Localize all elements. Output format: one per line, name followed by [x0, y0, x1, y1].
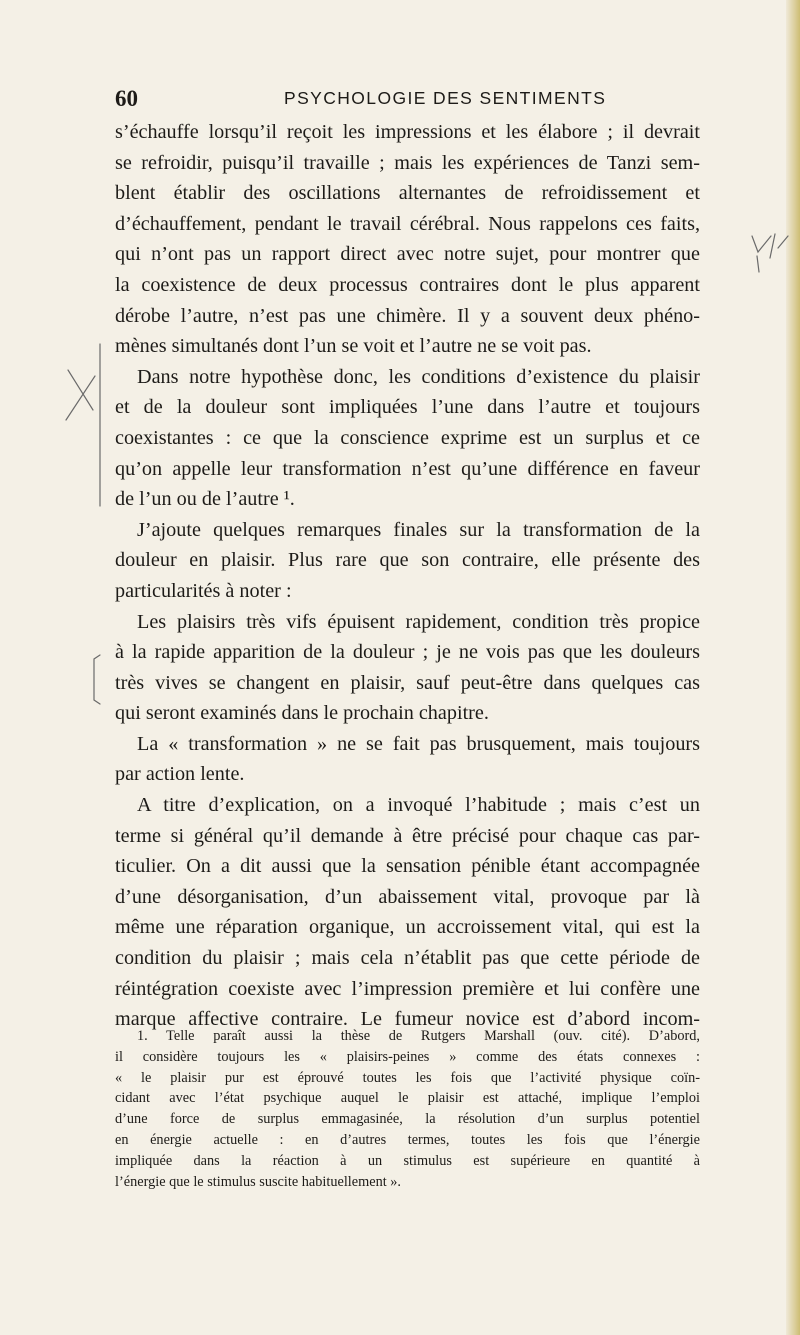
page-edge-shadow — [786, 0, 800, 1335]
body-line: Dans notre hypothèse donc, les conditions d’existence du plaisir — [137, 365, 700, 388]
body-line: terme si général qu’il demande à être précisé pour chaque cas par- — [115, 824, 700, 847]
body-line: très vives se changent en plaisir, sauf peut-être dans quelques cas — [115, 671, 700, 694]
body-text — [115, 117, 700, 1035]
footnote-line: d’une force de surplus emmagasinée, la résolution d’un surplus potentiel — [115, 1111, 700, 1128]
body-line: qui seront examinés dans le prochain chapitre. — [115, 702, 489, 725]
body-line: d’une désorganisation, d’un abaissement vital, provoque par là — [115, 885, 700, 908]
page-number: 60 — [115, 86, 138, 111]
running-title: PSYCHOLOGIE DES SENTIMENTS — [284, 88, 607, 108]
body-line: à la rapide apparition de la douleur ; je ne vois pas que les douleurs — [115, 641, 700, 664]
margin-tick-mark — [757, 256, 759, 272]
footnote-line: cidant avec l’état psychique auquel le plaisir est attaché, implique l’emploi — [115, 1090, 700, 1107]
body-line: J’ajoute quelques remarques finales sur la transformation de la — [137, 518, 700, 541]
body-line: Les plaisirs très vifs épuisent rapidement, condition très propice — [137, 610, 700, 633]
footnote-line: en énergie actuelle : en d’autres termes, toutes les fois que l’énergie — [115, 1131, 700, 1148]
body-line: s’échauffe lorsqu’il reçoit les impressions et les élabore ; il devrait — [115, 121, 700, 143]
body-line: particularités à noter : — [115, 579, 292, 602]
body-line: de l’un ou de l’autre ¹. — [115, 488, 295, 511]
margin-cross-mark — [66, 370, 95, 420]
footnote-line: l’énergie que le stimulus suscite habituellement ». — [115, 1173, 402, 1190]
body-line: dérobe l’autre, n’est pas une chimère. Il y a souvent deux phéno- — [115, 304, 700, 327]
margin-check-mark — [752, 234, 788, 258]
margin-bracket-mark — [94, 655, 100, 704]
footnote-line: 1. Telle paraît aussi la thèse de Rutgers Marshall (ouv. cité). D’abord, — [137, 1028, 700, 1044]
body-line: d’échauffement, pendant le travail cérébral. Nous rappelons ces faits, — [115, 212, 700, 235]
body-line: même une réparation organique, un accroissement vital, qui est la — [115, 916, 700, 939]
body-line: marque affective contraire. Le fumeur novice est d’abord incom- — [115, 1008, 700, 1031]
body-line: qui n’ont pas un rapport direct avec notre sujet, pour montrer que — [115, 243, 700, 266]
footnote-line: impliquée dans la réaction à un stimulus est supérieure en quantité à — [115, 1152, 700, 1169]
body-line: réintégration coexiste avec l’impression première et lui confère une — [115, 977, 700, 1000]
body-line: coexistantes : ce que la conscience exprime est un surplus et ce — [115, 426, 700, 449]
body-line: la coexistence de deux processus contraires dont le plus apparent — [115, 273, 700, 296]
body-line: blent établir des oscillations alternantes de refroidissement et — [115, 182, 700, 205]
body-line: douleur en plaisir. Plus rare que son contraire, elle présente des — [115, 549, 700, 572]
body-line: par action lente. — [115, 763, 245, 786]
page-header — [115, 86, 700, 116]
body-line: et de la douleur sont impliquées l’une dans l’autre et toujours — [115, 396, 700, 419]
body-line: ticulier. On a dit aussi que la sensation pénible étant accompagnée — [115, 855, 700, 878]
footnote-line: il considère toujours les « plaisirs-peines » comme des états connexes : — [115, 1048, 700, 1065]
body-line: La « transformation » ne se fait pas brusquement, mais toujours — [137, 732, 700, 755]
body-line: condition du plaisir ; mais cela n’établit pas que cette période de — [115, 947, 700, 970]
body-line: se refroidir, puisqu’il travaille ; mais les expériences de Tanzi sem- — [115, 151, 700, 174]
body-line: A titre d’explication, on a invoqué l’habitude ; mais c’est un — [137, 794, 700, 817]
body-line: qu’on appelle leur transformation n’est qu’une différence en faveur — [115, 457, 700, 480]
footnote-line: « le plaisir pur est éprouvé toutes les fois que l’activité physique coïn- — [115, 1069, 700, 1086]
body-line: mènes simultanés dont l’un se voit et l’autre ne se voit pas. — [115, 335, 592, 358]
footnotes — [115, 1026, 700, 1192]
